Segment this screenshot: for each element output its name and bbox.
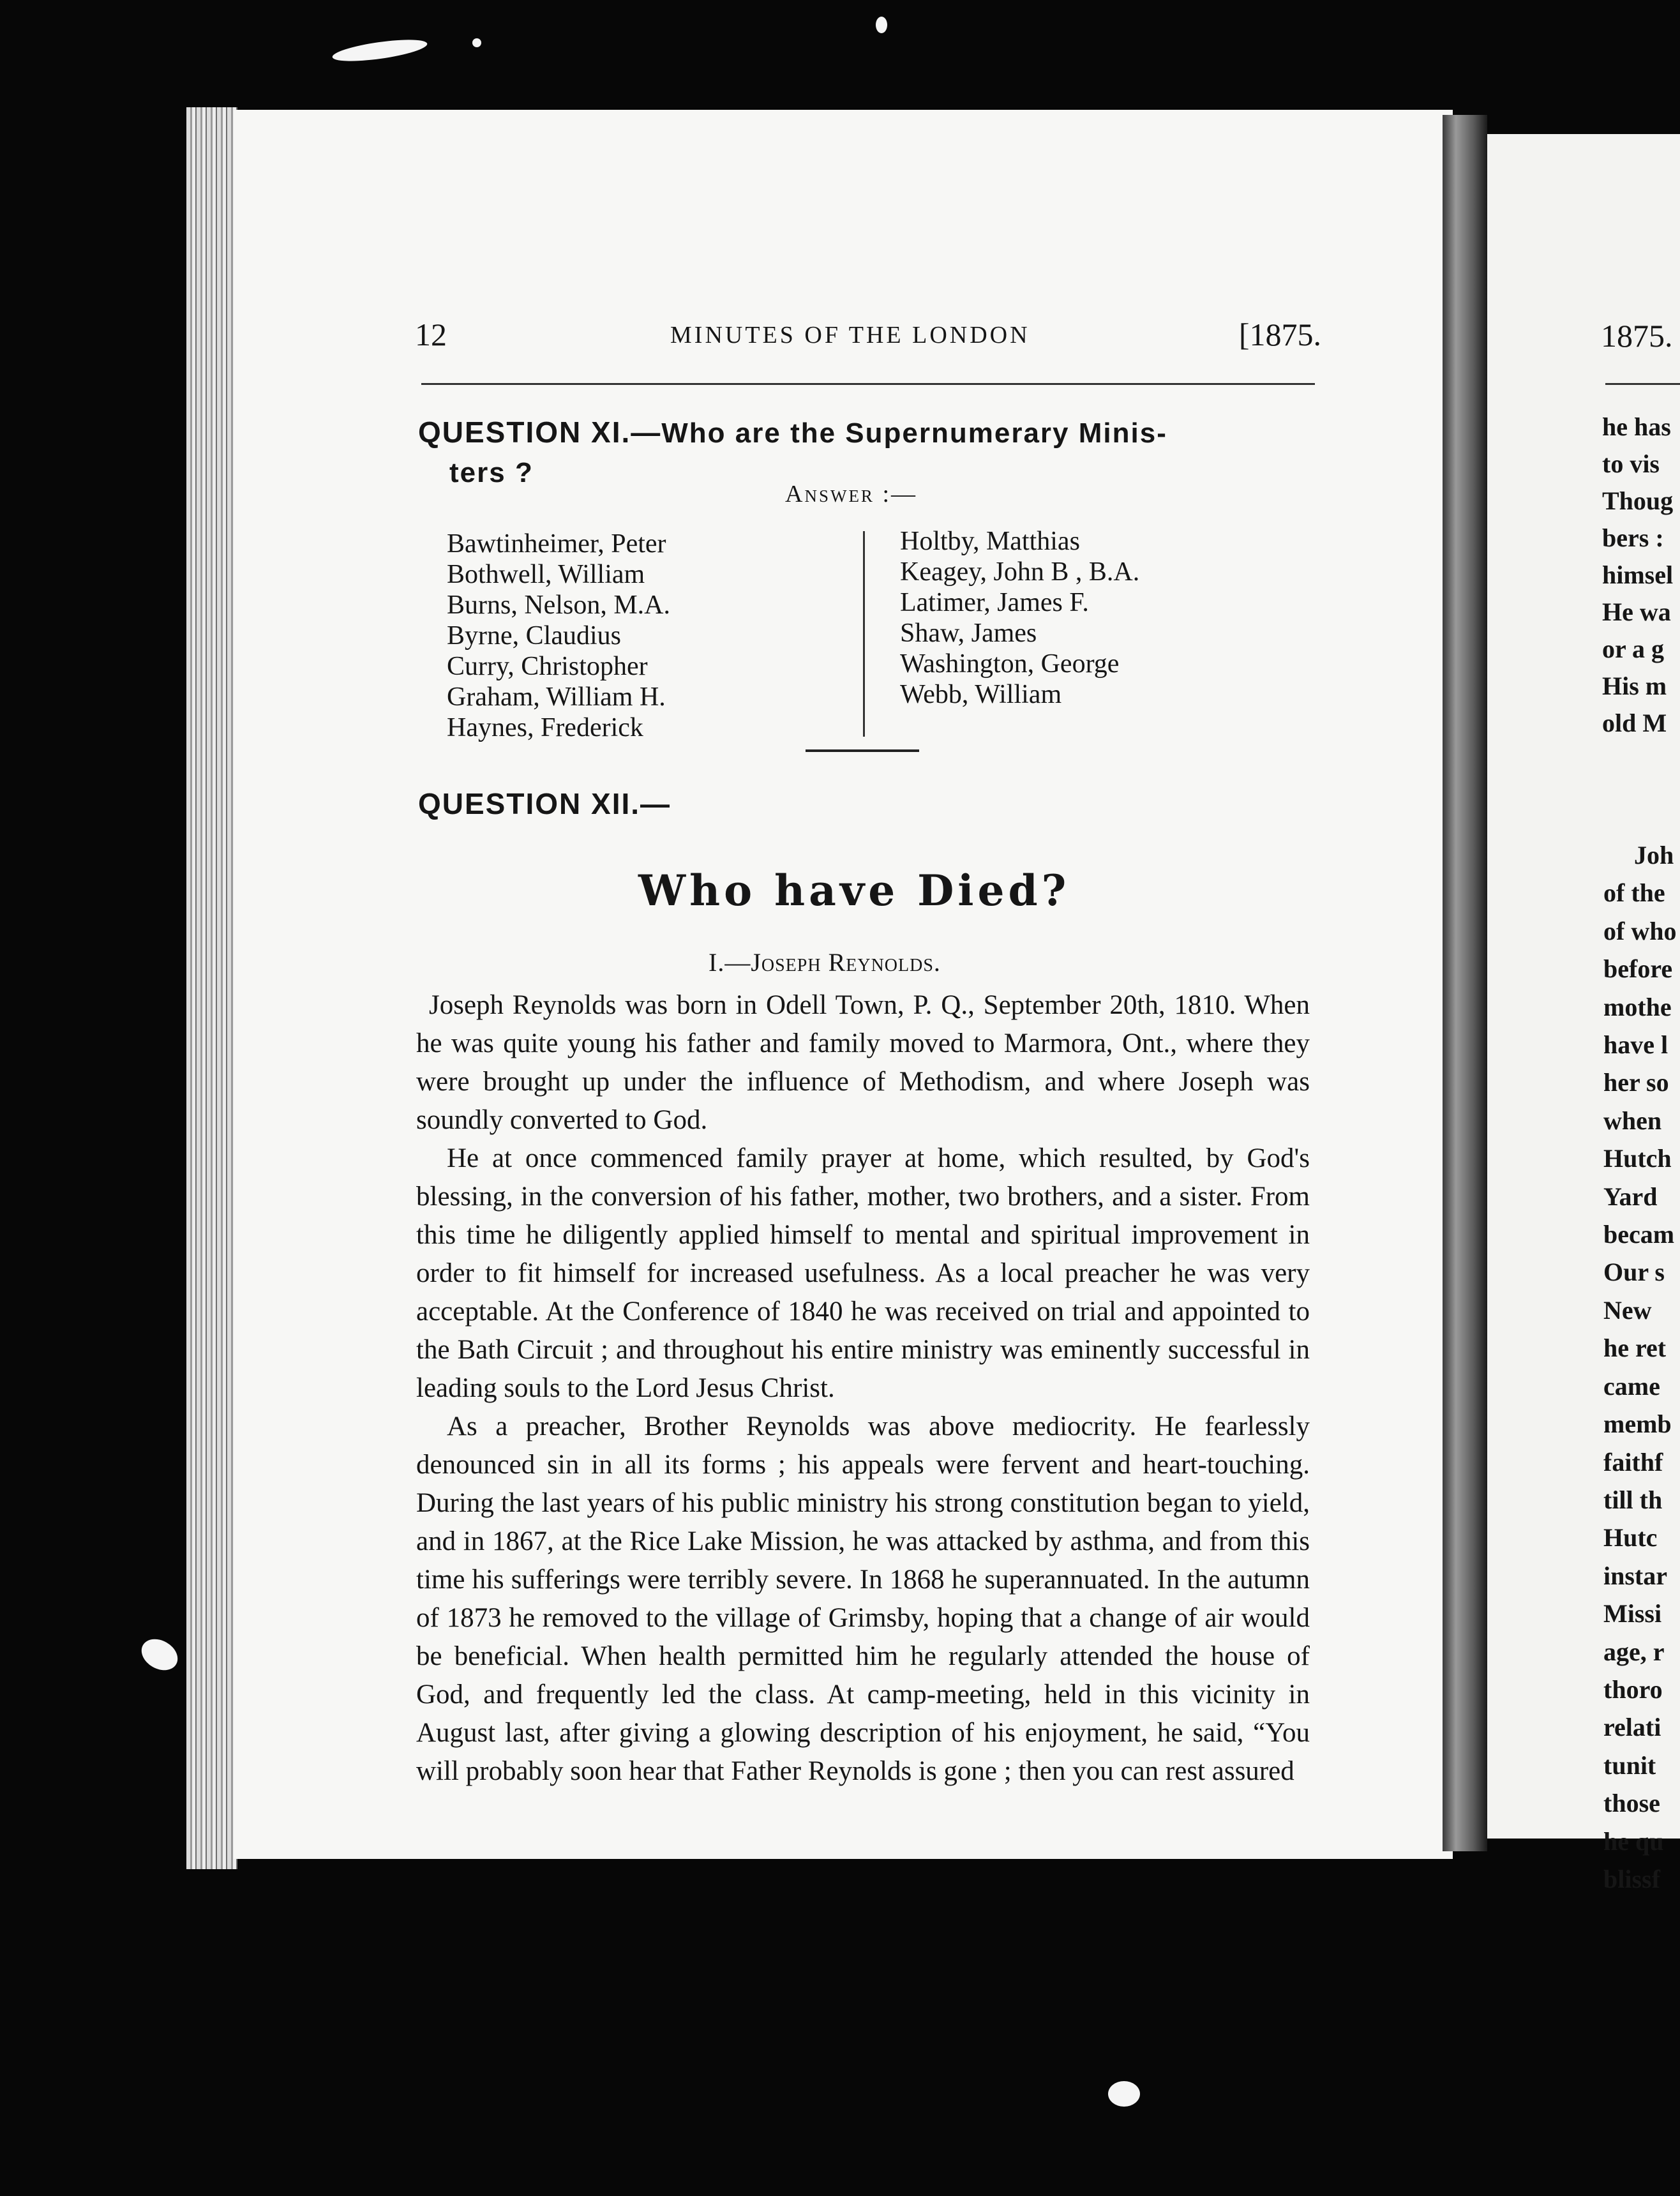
list-item: Graham, William H.	[447, 682, 666, 712]
obituary-subheading: I.—Joseph Reynolds.	[709, 948, 941, 977]
list-item: of who	[1603, 916, 1677, 945]
list-item: Hutc	[1603, 1523, 1658, 1553]
running-title: MINUTES OF THE LONDON	[670, 322, 1030, 349]
list-item: His m	[1602, 672, 1667, 700]
list-item: those	[1603, 1789, 1660, 1818]
obituary-body	[416, 986, 1310, 1791]
list-item: age, r	[1603, 1637, 1665, 1666]
list-item: Joh	[1634, 841, 1674, 869]
list-item: tunit	[1603, 1750, 1656, 1780]
list-item: New	[1603, 1295, 1652, 1325]
question-xi-label: QUESTION XI.—	[418, 416, 662, 449]
scan-mark	[876, 17, 887, 33]
list-item: becam	[1603, 1220, 1675, 1249]
list-item: Washington, George	[900, 649, 1120, 679]
page-number: 12	[415, 317, 447, 352]
answer-label: Answer :—	[785, 481, 917, 508]
list-item: have l	[1603, 1030, 1669, 1060]
column-divider	[863, 531, 865, 737]
list-item: her so	[1603, 1068, 1669, 1097]
list-item: Hutch	[1603, 1144, 1672, 1173]
list-item: himsel	[1602, 560, 1674, 589]
list-item: Byrne, Claudius	[447, 621, 621, 651]
book-gutter	[1443, 115, 1487, 1851]
question-xii-label: QUESTION XII.—	[418, 787, 671, 820]
header-rule	[421, 383, 1315, 385]
list-item: before	[1603, 954, 1673, 984]
facing-page-rule	[1605, 383, 1680, 385]
paragraph: As a preacher, Brother Reynolds was above mediocrity. He fearlessly denounced sin in all its forms ; his appeals were fervent and heart-touching. During the last years of his public ministry his strong constitution began to yield, and in 1867, at the Rice Lake Mission, he was attacked by asthma, and from this time his sufferings were terribly severe. In 1868 he superannuated. In the autumn of 1873 he removed to the village of Grimsby, hoping that a change of air would be beneficial. When health permitted him he regularly attended the house of God, and frequently led the class. At camp-meeting, held in this vicinity in August last, after giving a glowing description of his enjoyment, he said, “You will probably soon hear that Father Reynolds is gone ; then you can rest assured	[416, 1411, 1310, 1786]
list-item: mothe	[1603, 992, 1672, 1021]
question-xi-heading	[418, 415, 1167, 449]
list-item: Holtby, Matthias	[900, 527, 1080, 556]
list-item: Keagey, John B , B.A.	[900, 557, 1140, 587]
list-item: Burns, Nelson, M.A.	[447, 590, 671, 620]
paragraph: He at once commenced family prayer at home, which resulted, by God's blessing, in the conversion of his father, mother, two brothers, and a sister. From this time he diligently applied himself to mental and spiritual improvement in order to fit himself for increased usefulness. As a local preacher he was very acceptable. At the Conference of 1840 he was received on trial and appointed to the Bath Circuit ; and throughout his entire ministry was eminently successful in leading souls to the Lord Jesus Christ.	[416, 1143, 1310, 1403]
running-year: [1875.	[1238, 317, 1321, 352]
facing-page-year: 1875.	[1601, 318, 1673, 354]
names-left-column	[447, 529, 670, 743]
list-item: Missi	[1603, 1599, 1662, 1628]
question-xii-heading	[418, 786, 671, 821]
list-item: came	[1603, 1371, 1660, 1401]
scan-mark	[1108, 2081, 1140, 2107]
list-item: faithf	[1603, 1447, 1663, 1477]
question-xi-text-wrap: ters ?	[449, 457, 534, 488]
names-right-column	[900, 526, 1139, 710]
list-item: till th	[1603, 1485, 1663, 1514]
list-item: thoro	[1603, 1674, 1663, 1704]
list-item: Curry, Christopher	[447, 652, 648, 681]
list-item: Latimer, James F.	[900, 588, 1089, 617]
list-item: old M	[1602, 709, 1667, 737]
section-separator	[806, 749, 919, 752]
running-head	[415, 316, 1321, 361]
list-item: instar	[1603, 1561, 1667, 1590]
list-item: he has	[1602, 412, 1671, 441]
list-item: when	[1603, 1106, 1662, 1135]
list-item: Haynes, Frederick	[447, 713, 643, 742]
scan-mark	[472, 38, 481, 47]
list-item: He wa	[1602, 598, 1671, 626]
scan-mark	[136, 1633, 183, 1676]
facing-page-text-top	[1602, 409, 1673, 742]
list-item: Bawtinheimer, Peter	[447, 529, 666, 559]
list-item: memb	[1603, 1410, 1672, 1439]
list-item: or a g	[1602, 635, 1665, 663]
list-item: Thoug	[1602, 486, 1674, 515]
list-item: he ret	[1603, 1334, 1667, 1363]
list-item: to vis	[1602, 449, 1660, 478]
list-item: blissf	[1603, 1864, 1660, 1893]
facing-page-text-bottom	[1603, 836, 1676, 1898]
list-item: of the	[1603, 878, 1665, 908]
list-item: Shaw, James	[900, 619, 1037, 648]
paragraph: Joseph Reynolds was born in Odell Town, P. Q., September 20th, 1810. When he was quite young his father and family moved to Marmora, Ont., where they were brought up under the influence of Methodism, and where Joseph was soundly converted to God.	[416, 990, 1310, 1135]
list-item: relati	[1603, 1713, 1661, 1742]
question-xi-text: Who are the Supernumerary Minis-	[661, 417, 1167, 449]
list-item: he qu	[1603, 1826, 1664, 1856]
blackletter-title: Who have Died?	[638, 866, 1070, 915]
list-item: Webb, William	[900, 680, 1062, 709]
book-spine-edges	[186, 107, 237, 1869]
list-item: bers :	[1602, 523, 1664, 552]
list-item: Our s	[1603, 1258, 1665, 1287]
scan-mark	[331, 36, 428, 66]
list-item: Yard	[1603, 1182, 1658, 1211]
list-item: Bothwell, William	[447, 560, 645, 589]
